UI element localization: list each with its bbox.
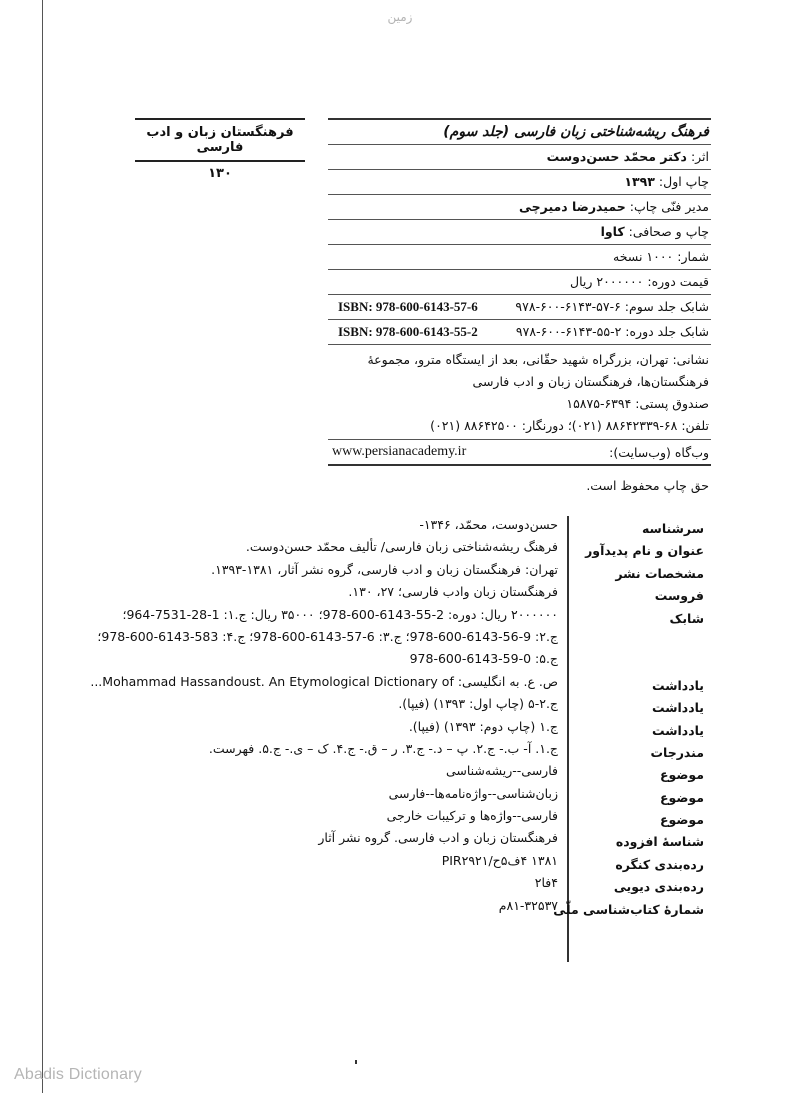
catalog-value: ج.۲-۵ (چاپ اول: ۱۳۹۳) (فیپا). (398, 696, 558, 712)
watermark: Abadis Dictionary (14, 1066, 142, 1083)
website-row (328, 440, 711, 464)
catalog-label (578, 652, 704, 674)
scan-margin-line (42, 0, 43, 1093)
catalog-label: مندرجات (650, 744, 704, 760)
author: دکتر محمّد حسن‌دوست (546, 149, 687, 164)
first-edition-label: چاپ اول: (658, 174, 709, 189)
catalog-value: ج.۲: 9-56-6143-600-978؛ ج.۳: 6-57-6143-600-978؛ ج.۴: 583-6143-600-978؛ (97, 628, 558, 644)
page-tag: زمین (387, 10, 413, 24)
first-edition: ۱۳۹۳ (624, 174, 655, 189)
publisher-box (135, 118, 305, 181)
isbn-set-fa: شابک جلد دوره: ۲-۵۵-۶۱۴۳-۶۰۰-۹۷۸ (515, 324, 709, 339)
book-title: فرهنگ ریشه‌شناختی زبان فارسی (جلد سوم) (443, 124, 709, 140)
tech-manager-label: مدیر فنّی چاپ: (629, 199, 709, 214)
printing: کاوا (600, 224, 625, 239)
scan-speck (355, 1060, 357, 1064)
address-line: فرهنگستان‌ها، فرهنگستان زبان و ادب فارسی (472, 374, 709, 389)
catalog-values (90, 514, 558, 917)
address-block (328, 345, 711, 439)
catalog-label: یادداشت (651, 700, 704, 716)
catalog-value: ج.۵: 0-59-6143-600-978 (409, 651, 558, 667)
series-number: ۱۳۰ (208, 166, 232, 181)
catalog-value: ۱۳۸۱ ۴ف۵ح/PIR۲۹۲۱ (441, 852, 558, 868)
catalog-value: ۲۰۰۰۰۰۰ ریال: دوره: 2-55-6143-600-978؛ ۳۵۰۰۰ ریال: ج.۱: 1-28-7531-964؛ (122, 606, 558, 622)
catalog-value: فرهنگستان زبان وادب فارسی؛ ۲۷، ۱۳۰. (348, 584, 558, 600)
catalog-value: ۴فا۲ (534, 875, 558, 891)
catalog-value: حسن‌دوست، محمّد، ۱۳۴۶- (419, 517, 558, 532)
postal-box: صندوق پستی: ۶۳۹۴-۱۵۸۷۵ (566, 396, 709, 411)
printing-label: چاپ و صحافی: (628, 224, 709, 239)
catalog-label: موضوع (659, 789, 704, 805)
tech-manager: حمیدرضا دمیرچی (519, 199, 626, 214)
catalog-label: شمارهٔ کتاب‌شناسی ملّی (553, 901, 704, 917)
catalog-value: فرهنگستان زبان و ادب فارسی. گروه نشر آثار (318, 830, 558, 846)
catalog-value: ج.۱ (چاپ دوم: ۱۳۹۳) (فیپا). (408, 718, 558, 734)
isbn-set-en: ISBN: 978-600-6143-55-2 (338, 324, 478, 339)
catalog-label: فروست (654, 588, 704, 604)
catalog-label: موضوع (659, 812, 704, 828)
address-line: نشانی: تهران، بزرگراه شهید حقّانی، بعد از ایستگاه مترو، مجموعهٔ (367, 352, 709, 367)
publisher-name: فرهنگستان زبان و ادب فارسی (146, 125, 294, 155)
catalog-divider (567, 516, 569, 962)
website-label: وب‌گاه (وب‌سایت): (609, 444, 709, 460)
isbn-volume-en: ISBN: 978-600-6143-57-6 (338, 299, 478, 314)
catalog-value: فارسی--ریشه‌شناسی (445, 763, 558, 779)
catalog-labels (553, 518, 704, 921)
divider (328, 464, 711, 466)
price: قیمت دوره: ۲۰۰۰۰۰۰ ریال (570, 274, 709, 289)
catalog-label: شابک (669, 610, 704, 626)
catalog-label: عنوان و نام پدیدآور (585, 543, 704, 559)
catalog-value: تهران: فرهنگستان زبان و ادب فارسی، گروه نشر آثار، ۱۳۸۱-۱۳۹۳. (211, 561, 558, 577)
author-label: اثر: (690, 149, 709, 164)
printing-row (328, 220, 711, 244)
catalog-value: فارسی--واژه‌ها و ترکیبات خارجی (386, 808, 558, 824)
copyright-notice: حق چاپ محفوظ است. (586, 478, 709, 493)
catalog-value: ص. ع. به انگلیسی: Mohammad Hassandoust. An Etymological Dictionary of... (90, 673, 558, 689)
catalog-label: رده‌بندی دیویی (613, 879, 704, 895)
website-link[interactable]: www.persianacademy.ir (332, 444, 467, 459)
catalog-value: زبان‌شناسی--واژه‌نامه‌ها--فارسی (388, 785, 558, 801)
author-row (328, 145, 711, 169)
catalog-value: ج.۱. آ- ب.- ج.۲. پ – د.- ج.۳. ر – ق.- ج.۴. ک – ی.- ج.۵. فهرست. (208, 740, 558, 756)
catalog-value: فرهنگ ریشه‌شناختی زبان فارسی/ تألیف محمّد حسن‌دوست. (245, 539, 558, 555)
isbn-volume-fa: شابک جلد سوم: ۶-۵۷-۶۱۴۳-۶۰۰-۹۷۸ (515, 299, 709, 314)
first-edition-row (328, 170, 711, 194)
isbn-volume-row (328, 295, 711, 319)
catalog-label: رده‌بندی کنگره (615, 856, 704, 872)
isbn-set-row (328, 320, 711, 344)
catalog-label: موضوع (659, 767, 704, 783)
phone-fax: تلفن: ۶۸-۸۸۶۴۲۳۳۹ (۰۲۱)؛ دورنگار: ۸۸۶۴۲۵۰۰ (۰۲۱) (430, 418, 709, 433)
circulation: شمار: ۱۰۰۰ نسخه (613, 249, 709, 264)
catalog-label (578, 630, 704, 652)
catalog-label: یادداشت (651, 677, 704, 693)
catalog-label: سرشناسه (641, 521, 704, 536)
catalog-value: ۸۱-۳۲۵۳۷م (498, 897, 558, 913)
tech-manager-row (328, 195, 711, 219)
catalog-label: شناسهٔ افزوده (615, 834, 704, 850)
catalog-label: یادداشت (651, 722, 704, 738)
catalog-label: مشخصات نشر (615, 565, 704, 581)
book-info (328, 118, 711, 466)
